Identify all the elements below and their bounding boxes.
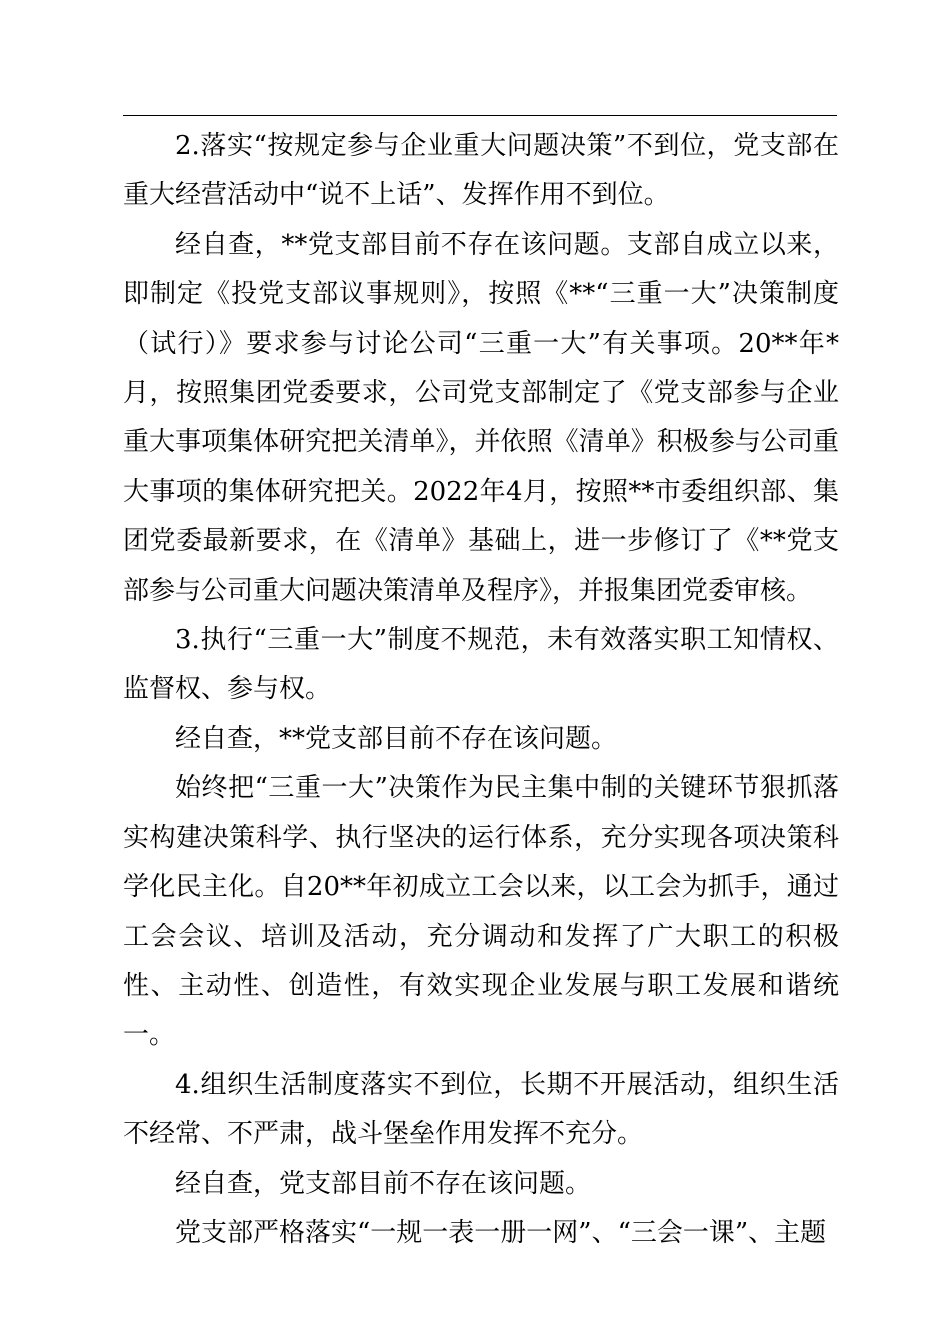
- paragraph-item-3-findings: 经自查，**党支部目前不存在该问题。: [175, 723, 618, 754]
- paragraph-item-2-heading: 2.落实“按规定参与企业重大问题决策”不到位，党支部在重大经营活动中“说不上话”、发挥作用不到位。: [123, 131, 839, 211]
- document-body: [123, 122, 839, 1258]
- paragraph-item-3-details: 始终把“三重一大”决策作为民主集中制的关键环节狠抓落实构建决策科学、执行坚决的运行体系，充分实现各项决策科学化民主化。自20**年初成立工会以来，以工会为抓手，通过工会会议、培训及活动，充分调动和发挥了广大职工的积极性、主动性、创造性，有效实现企业发展与职工发展和谐统一。: [123, 773, 839, 1051]
- header-rule: [123, 115, 837, 116]
- paragraph-item-2-findings: 经自查，**党支部目前不存在该问题。支部自成立以来，即制定《投党支部议事规则》，按照《**“三重一大”决策制度（试行）》要求参与讨论公司“三重一大”有关事项。20**年*月，按照集团党委要求，公司党支部制定了《党支部参与企业重大事项集体研究把关清单》，并依照《清单》积极参与公司重大事项的集体研究把关。2022年4月，按照**市委组织部、集团党委最新要求，在《清单》基础上，进一步修订了《**党支部参与公司重大问题决策清单及程序》，并报集团党委审核。: [123, 229, 839, 606]
- paragraph-item-4-heading: 4.组织生活制度落实不到位，长期不开展活动，组织生活不经常、不严肃，战斗堡垒作用发挥不充分。: [123, 1069, 839, 1150]
- paragraph-item-3-heading: 3.执行“三重一大”制度不规范，未有效落实职工知情权、监督权、参与权。: [123, 625, 839, 705]
- paragraph-item-4-details: 党支部严格落实“一规一表一册一网”、“三会一课”、主题: [175, 1217, 827, 1248]
- paragraph-item-4-findings: 经自查，党支部目前不存在该问题。: [175, 1168, 592, 1199]
